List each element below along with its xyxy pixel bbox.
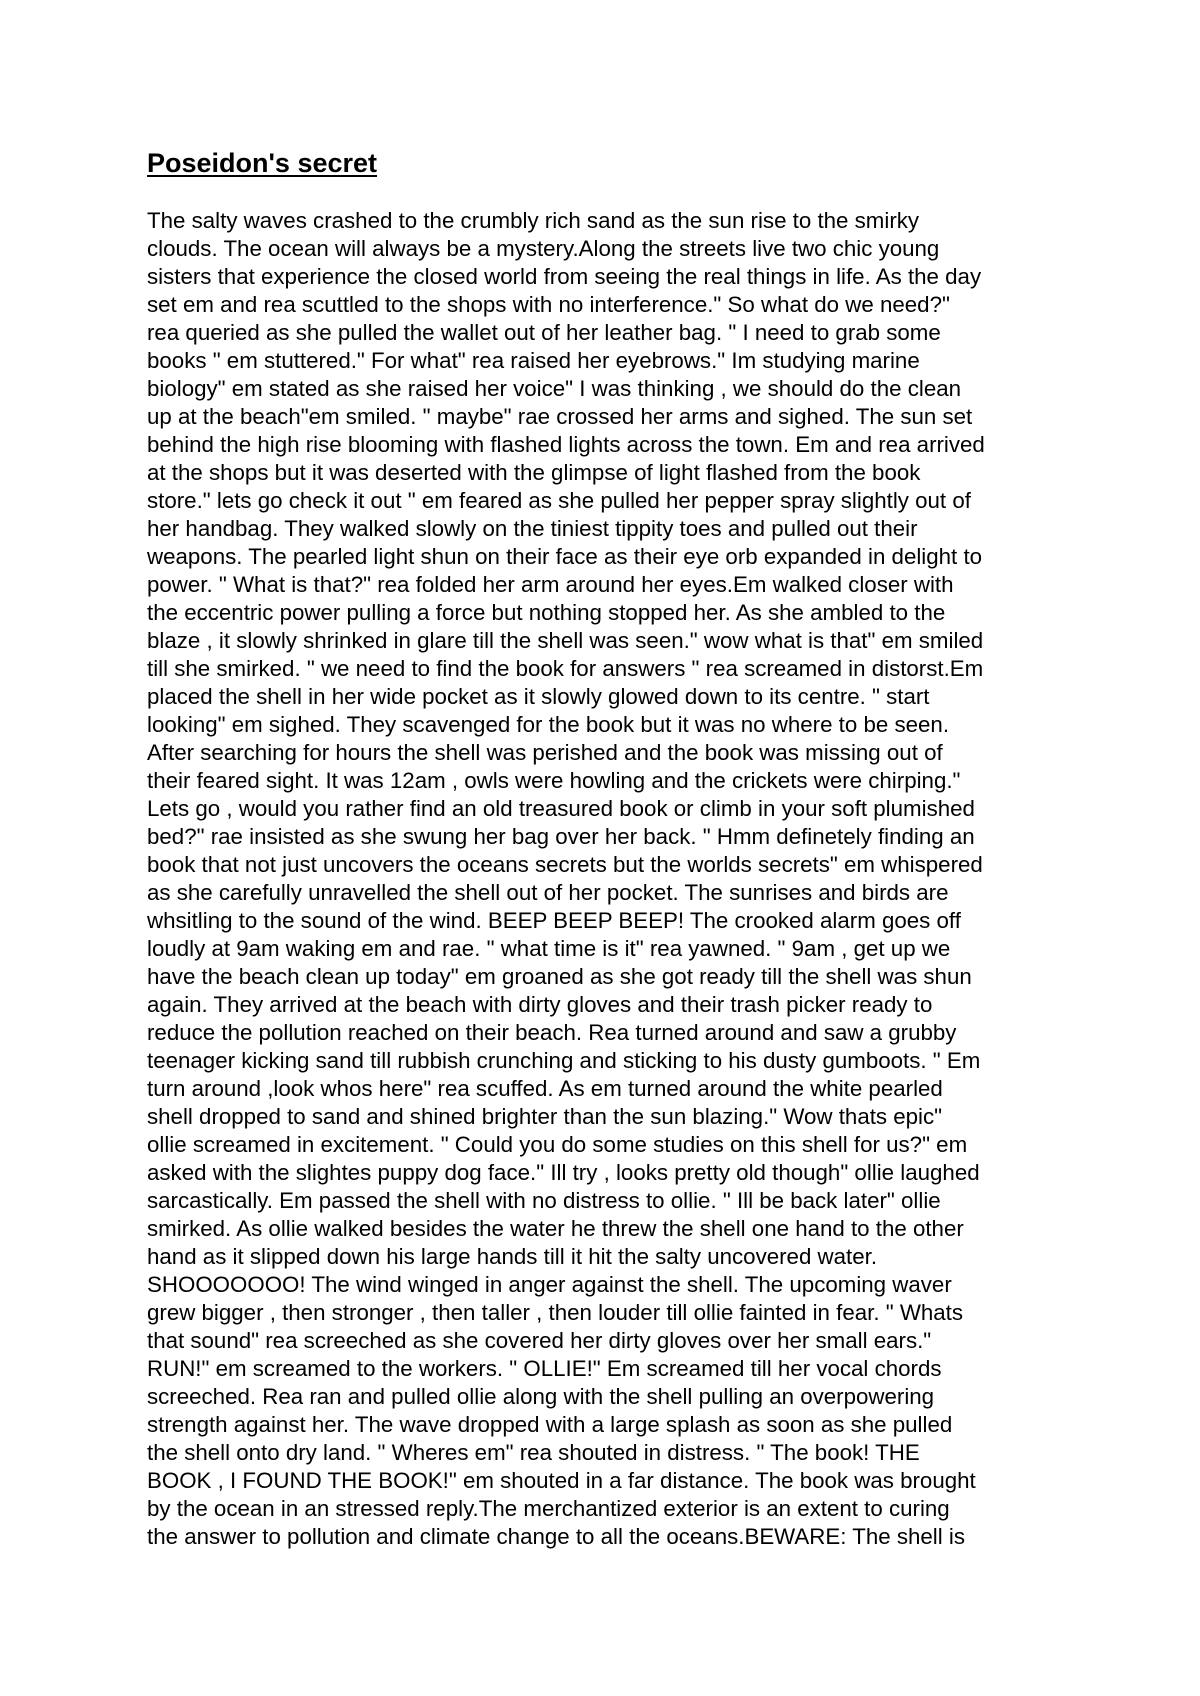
body-line: hand as it slipped down his large hands till it hit the salty uncovered water. <box>147 1244 878 1269</box>
body-line: that sound" rea screeched as she covered her dirty gloves over her small ears." <box>147 1328 932 1353</box>
body-line: books " em stuttered." For what" rea raised her eyebrows." Im studying marine <box>147 348 920 373</box>
body-line: behind the high rise blooming with flashed lights across the town. Em and rea arrived <box>147 432 985 457</box>
body-line: ollie screamed in excitement. " Could you do some studies on this shell for us?" em <box>147 1132 968 1157</box>
body-line: placed the shell in her wide pocket as it slowly glowed down to its centre. " start <box>147 684 930 709</box>
body-line: blaze , it slowly shrinked in glare till the shell was seen." wow what is that" em smiled <box>147 628 984 653</box>
body-line: set em and rea scuttled to the shops with no interference." So what do we need?" <box>147 292 950 317</box>
body-line: grew bigger , then stronger , then taller , then louder till ollie fainted in fear. " Whats <box>147 1300 964 1325</box>
body-line: power. " What is that?" rea folded her arm around her eyes.Em walked closer with <box>147 572 954 597</box>
body-line: sisters that experience the closed world from seeing the real things in life. As the day <box>147 264 982 289</box>
body-line: till she smirked. " we need to find the book for answers " rea screamed in distorst.Em <box>147 656 984 681</box>
body-line: clouds. The ocean will always be a mystery.Along the streets live two chic young <box>147 236 940 261</box>
body-line: BOOK , I FOUND THE BOOK!" em shouted in a far distance. The book was brought <box>147 1468 976 1493</box>
body-line: their feared sight. It was 12am , owls were howling and the crickets were chirping." <box>147 768 961 793</box>
body-line: the eccentric power pulling a force but nothing stopped her. As she ambled to the <box>147 600 946 625</box>
story-body <box>147 207 1077 1551</box>
body-line: reduce the pollution reached on their beach. Rea turned around and saw a grubby <box>147 1020 957 1045</box>
body-line: her handbag. They walked slowly on the tiniest tippity toes and pulled out their <box>147 516 918 541</box>
body-line: up at the beach"em smiled. " maybe" rae crossed her arms and sighed. The sun set <box>147 404 973 429</box>
body-line: whsitling to the sound of the wind. BEEP BEEP BEEP! The crooked alarm goes off <box>147 908 961 933</box>
body-line: teenager kicking sand till rubbish crunching and sticking to his dusty gumboots. " Em <box>147 1048 981 1073</box>
body-line: at the shops but it was deserted with the glimpse of light flashed from the book <box>147 460 921 485</box>
body-line: shell dropped to sand and shined brighter than the sun blazing." Wow thats epic" <box>147 1104 943 1129</box>
body-line: RUN!" em screamed to the workers. " OLLIE!" Em screamed till her vocal chords <box>147 1356 942 1381</box>
body-line: SHOOOOOOO! The wind winged in anger against the shell. The upcoming waver <box>147 1272 952 1297</box>
body-line: bed?" rae insisted as she swung her bag over her back. " Hmm definetely finding an <box>147 824 975 849</box>
body-line: as she carefully unravelled the shell out of her pocket. The sunrises and birds are <box>147 880 949 905</box>
body-line: weapons. The pearled light shun on their face as their eye orb expanded in delight to <box>147 544 983 569</box>
body-line: by the ocean in an stressed reply.The merchantized exterior is an extent to curing <box>147 1496 950 1521</box>
document-title: Poseidon's secret <box>147 148 378 178</box>
body-line: book that not just uncovers the oceans secrets but the worlds secrets" em whispered <box>147 852 983 877</box>
body-line: have the beach clean up today" em groaned as she got ready till the shell was shun <box>147 964 972 989</box>
body-line: rea queried as she pulled the wallet out of her leather bag. " I need to grab some <box>147 320 941 345</box>
body-line: store." lets go check it out " em feared as she pulled her pepper spray slightly out of <box>147 488 971 513</box>
body-line: Lets go , would you rather find an old treasured book or climb in your soft plumished <box>147 796 975 821</box>
body-line: The salty waves crashed to the crumbly rich sand as the sun rise to the smirky <box>147 208 920 233</box>
body-line: After searching for hours the shell was perished and the book was missing out of <box>147 740 943 765</box>
body-line: loudly at 9am waking em and rae. " what time is it" rea yawned. " 9am , get up we <box>147 936 951 961</box>
body-line: biology" em stated as she raised her voice" I was thinking , we should do the clean <box>147 376 962 401</box>
body-line: turn around ,look whos here" rea scuffed. As em turned around the white pearled <box>147 1076 943 1101</box>
body-line: again. They arrived at the beach with dirty gloves and their trash picker ready to <box>147 992 933 1017</box>
body-line: the shell onto dry land. " Wheres em" rea shouted in distress. " The book! THE <box>147 1440 920 1465</box>
body-line: smirked. As ollie walked besides the water he threw the shell one hand to the other <box>147 1216 964 1241</box>
body-line: the answer to pollution and climate change to all the oceans.BEWARE: The shell is <box>147 1524 966 1549</box>
body-line: screeched. Rea ran and pulled ollie along with the shell pulling an overpowering <box>147 1384 935 1409</box>
body-line: strength against her. The wave dropped with a large splash as soon as she pulled <box>147 1412 953 1437</box>
body-line: asked with the slightes puppy dog face." Ill try , looks pretty old though" ollie laughed <box>147 1160 980 1185</box>
body-line: looking" em sighed. They scavenged for the book but it was no where to be seen. <box>147 712 950 737</box>
body-line: sarcastically. Em passed the shell with no distress to ollie. " Ill be back later" ollie <box>147 1188 941 1213</box>
